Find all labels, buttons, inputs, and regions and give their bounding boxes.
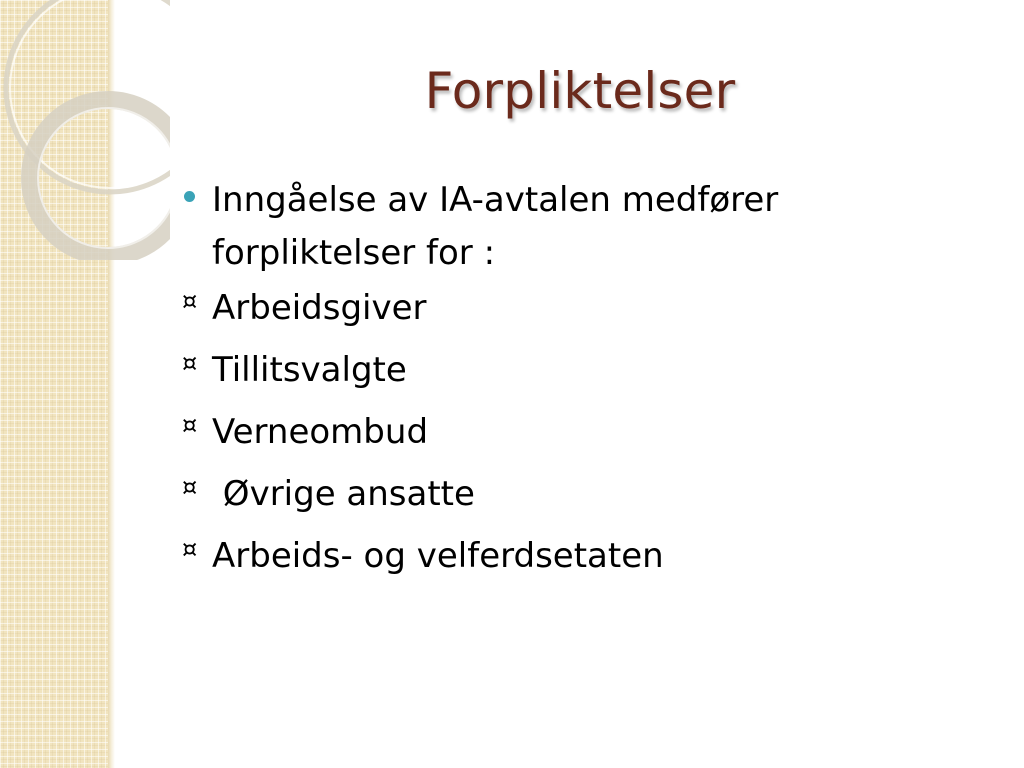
list-item-label: Tillitsvalgte bbox=[212, 350, 407, 390]
bullet-dot-icon bbox=[184, 191, 195, 202]
list-item-label: Verneombud bbox=[212, 412, 429, 452]
currency-sign-marker-icon: ¤ bbox=[182, 535, 198, 563]
list-item-label: Øvrige ansatte bbox=[212, 474, 475, 514]
list-item bbox=[182, 288, 982, 350]
list-item bbox=[182, 474, 982, 536]
currency-sign-marker-icon: ¤ bbox=[182, 473, 198, 501]
list-item bbox=[182, 536, 982, 598]
obligation-list bbox=[182, 288, 982, 598]
list-item-label: Arbeidsgiver bbox=[212, 288, 427, 328]
currency-sign-marker-icon: ¤ bbox=[182, 411, 198, 439]
currency-sign-marker-icon: ¤ bbox=[182, 287, 198, 315]
decorative-rings-icon bbox=[0, 0, 170, 260]
list-item bbox=[182, 350, 982, 412]
currency-sign-marker-icon: ¤ bbox=[182, 349, 198, 377]
list-item-label: Arbeids- og velferdsetaten bbox=[212, 536, 664, 576]
slide-title: Forpliktelser bbox=[424, 62, 736, 120]
main-bullet-text: Inngåelse av IA-avtalen medfører forpliktelser for : bbox=[212, 180, 779, 273]
main-bullet bbox=[182, 174, 982, 280]
list-item bbox=[182, 412, 982, 474]
slide-content bbox=[182, 174, 982, 598]
